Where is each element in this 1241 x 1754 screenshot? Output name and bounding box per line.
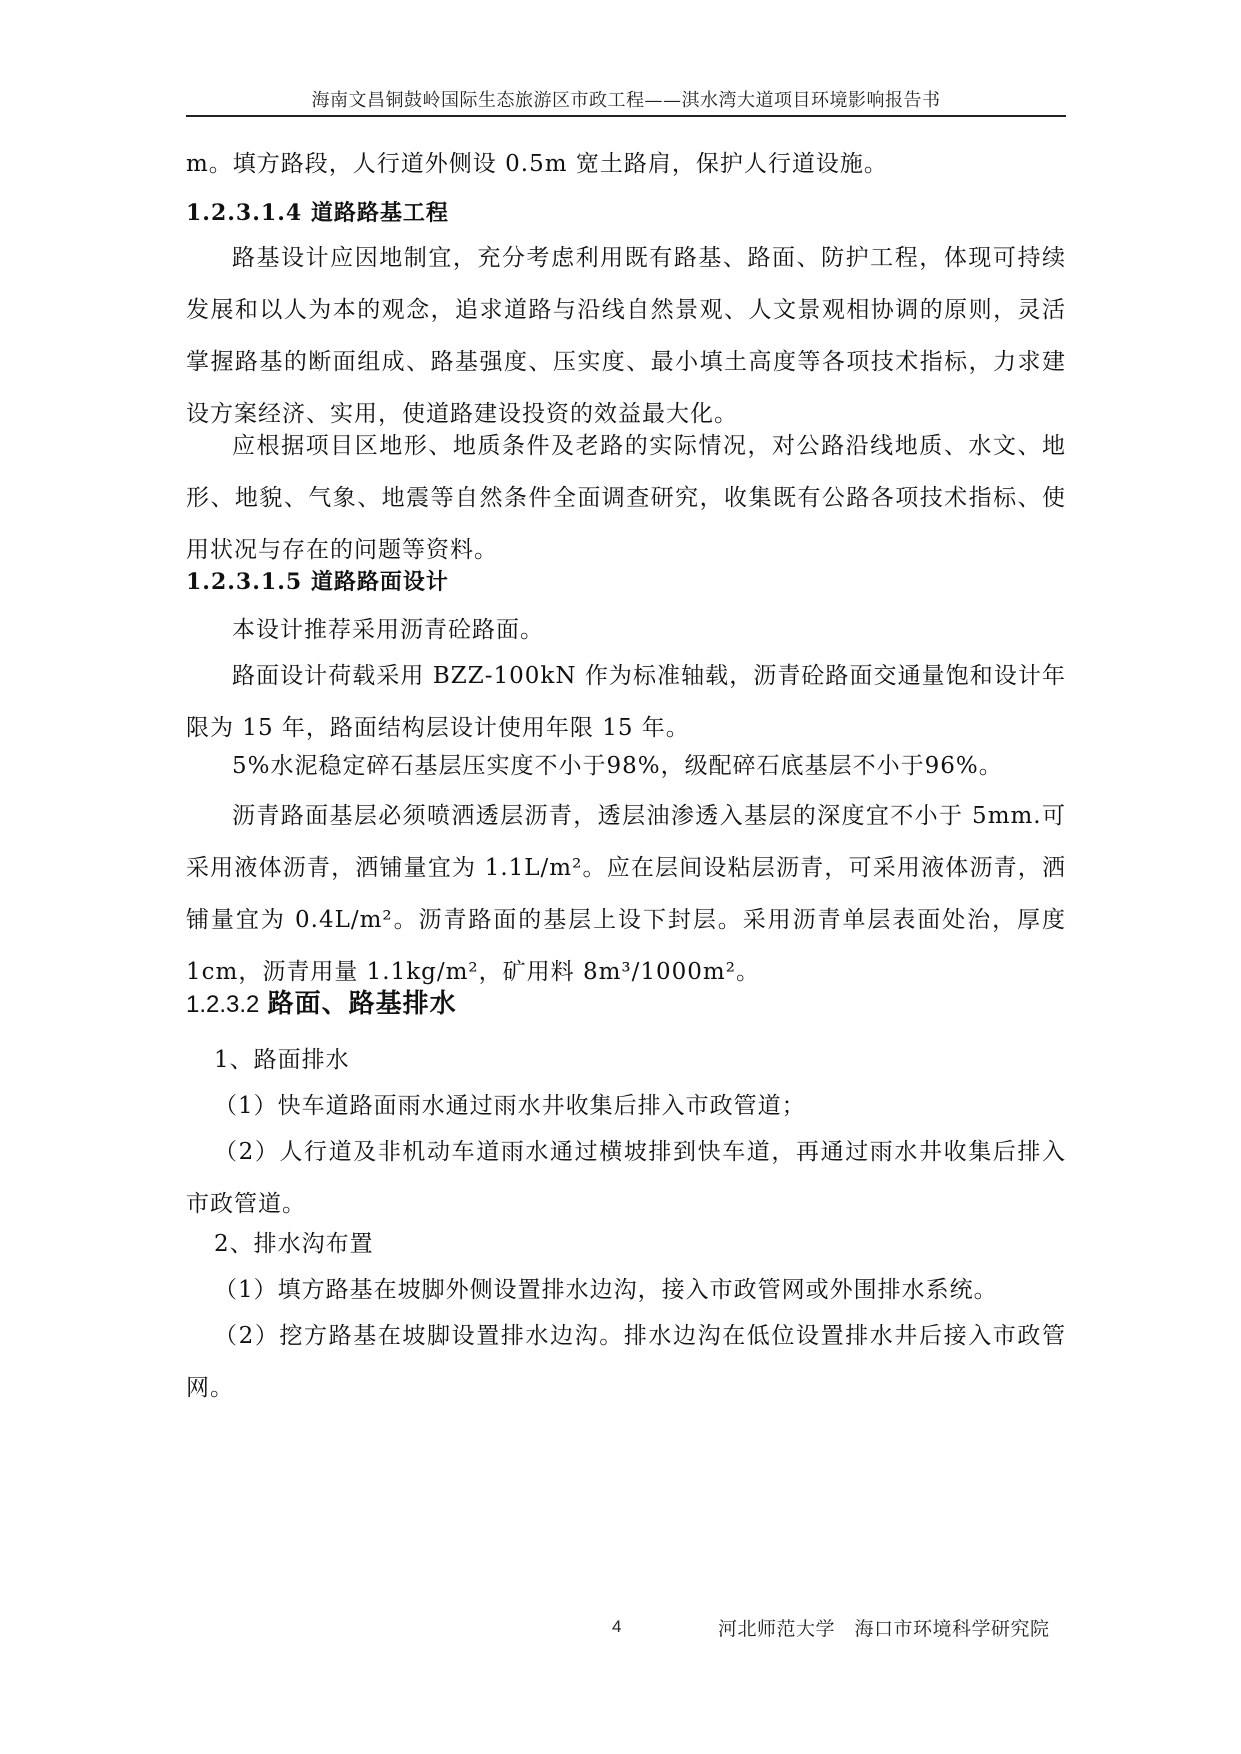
list-item-ditch-layout-2: （2）挖方路基在坡脚设置排水边沟。排水边沟在低位设置排水井后接入市政管网。 bbox=[186, 1323, 1066, 1401]
list-item-road-drainage-1: （1）快车道路面雨水通过雨水井收集后排入市政管道； bbox=[214, 1093, 806, 1119]
running-header: 海南文昌铜鼓岭国际生态旅游区市政工程——淇水湾大道项目环境影响报告书 bbox=[311, 90, 941, 111]
page-number: 4 bbox=[612, 1617, 622, 1636]
paragraph-compaction: 5%水泥稳定碎石基层压实度不小于98%，级配碎石底基层不小于96%。 bbox=[232, 753, 1003, 779]
paragraph-pavement-recommend: 本设计推荐采用沥青砼路面。 bbox=[232, 617, 544, 643]
section-number: 1.2.3.2 bbox=[186, 991, 260, 1018]
paragraph-subgrade-survey: 应根据项目区地形、地质条件及老路的实际情况，对公路沿线地质、水文、地形、地貌、气象、地震等自然条件全面调查研究，收集既有公路各项技术指标、使用状况与存在的问题等资料。 bbox=[186, 433, 1066, 563]
footer-organization: 河北师范大学 海口市环境科学研究院 bbox=[718, 1618, 1050, 1640]
paragraph-subgrade-design: 路基设计应因地制宜，充分考虑利用既有路基、路面、防护工程，体现可持续发展和以人为本的观念，追求道路与沿线自然景观、人文景观相协调的原则，灵活掌握路基的断面组成、路基强度、压实度、最小填土高度等各项技术指标，力求建设方案经济、实用，使道路建设投资的效益最大化。 bbox=[186, 245, 1066, 427]
list-item-road-drainage-2: （2）人行道及非机动车道雨水通过横坡排到快车道，再通过雨水井收集后排入市政管道。 bbox=[186, 1139, 1066, 1217]
section-heading-1-2-3-1-5: 1.2.3.1.5 道路路面设计 bbox=[186, 569, 449, 595]
header-rule bbox=[186, 115, 1066, 117]
section-heading-1-2-3-1-4: 1.2.3.1.4 道路路基工程 bbox=[186, 200, 449, 226]
section-title: 路面、路基排水 bbox=[267, 989, 457, 1019]
paragraph-pavement-load: 路面设计荷载采用 BZZ-100kN 作为标准轴载，沥青砼路面交通量饱和设计年限为 15 年，路面结构层设计使用年限 15 年。 bbox=[186, 663, 1066, 741]
list-item-ditch-layout-1: （1）填方路基在坡脚外侧设置排水边沟，接入市政管网或外围排水系统。 bbox=[214, 1277, 998, 1303]
list-item-road-drainage: 1、路面排水 bbox=[214, 1047, 350, 1073]
section-heading-1-2-3-2 bbox=[186, 982, 457, 1027]
list-item-ditch-layout: 2、排水沟布置 bbox=[214, 1231, 374, 1257]
paragraph-continuation: m。填方路段，人行道外侧设 0.5m 宽土路肩，保护人行道设施。 bbox=[186, 151, 888, 177]
paragraph-asphalt-spec: 沥青路面基层必须喷洒透层沥青，透层油渗透入基层的深度宜不小于 5mm.可采用液体沥青，洒铺量宜为 1.1L/m²。应在层间设粘层沥青，可采用液体沥青，洒铺量宜为 0.4L/m²。沥青路面的基层上设下封层。采用沥青单层表面处治，厚度 1cm，沥青用量 1.1kg/m²，矿用料 8m³/1000m²。 bbox=[186, 803, 1066, 985]
